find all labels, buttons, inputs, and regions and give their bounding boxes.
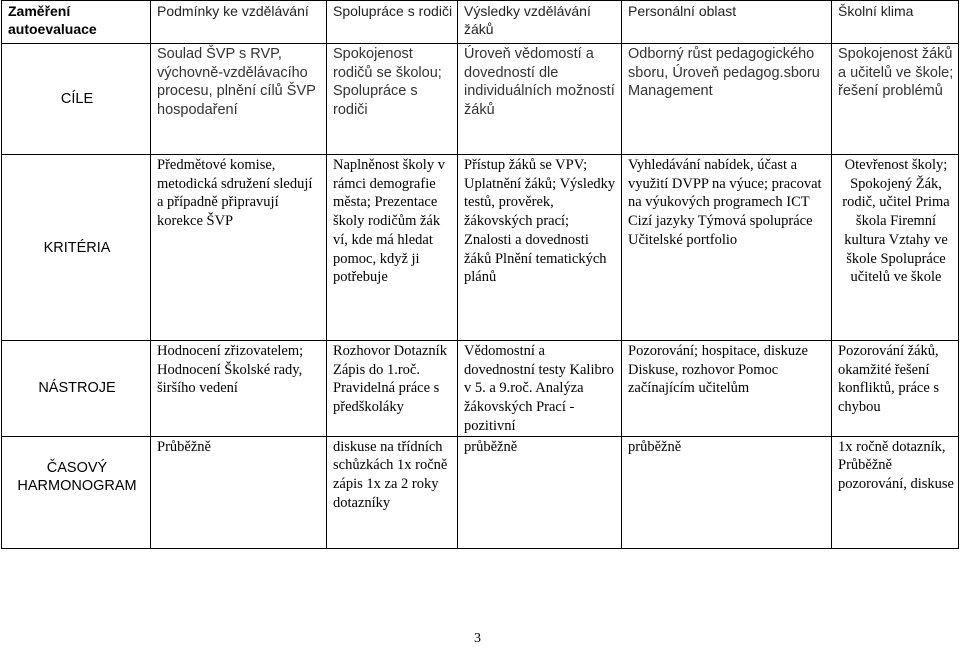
autoevaluation-table <box>1 0 959 549</box>
schedule-climate: 1x ročně dotazník, Průběžně pozorování, diskuse <box>832 436 959 548</box>
criteria-cooperation: Naplněnost školy v rámci demografie města; Prezentace školy rodičům žák ví, kde má hledat pomoc, když ji potřebuje <box>327 155 458 341</box>
criteria-results: Přístup žáků se VPV; Uplatnění žáků; Výsledky testů, prověrek, žákovských prací; Znalosti a dovednosti žáků Plnění tematických plánů <box>458 155 622 341</box>
tools-conditions: Hodnocení zřizovatelem; Hodnocení Školské rady, širšího vedení <box>151 341 327 437</box>
schedule-results: průběžně <box>458 436 622 548</box>
goals-conditions: Soulad ŠVP s RVP, výchovně-vzdělávacího procesu, plnění cílů ŠVP hospodaření <box>151 44 327 155</box>
schedule-cooperation: diskuse na třídních schůzkách 1x ročně zápis 1x za 2 roky dotazníky <box>327 436 458 548</box>
goals-personnel: Odborný růst pedagogického sboru, Úroveň pedagog.sboru Management <box>622 44 832 155</box>
goals-climate: Spokojenost žáků a učitelů ve škole; řešení problémů <box>832 44 959 155</box>
tools-results: Vědomostní a dovednostní testy Kalibro v 5. a 9.roč. Analýza žákovských Prací - pozitivní <box>458 341 622 437</box>
schedule-conditions: Průběžně <box>151 436 327 548</box>
header-row <box>2 1 959 44</box>
criteria-label: KRITÉRIA <box>2 155 151 341</box>
tools-cooperation: Rozhovor Dotazník Zápis do 1.roč. Pravidelná práce s předškoláky <box>327 341 458 437</box>
schedule-row <box>2 436 959 548</box>
criteria-row <box>2 155 959 341</box>
header-climate: Školní klima <box>832 1 959 44</box>
criteria-conditions: Předmětové komise, metodická sdružení sledují a případně připravují korekce ŠVP <box>151 155 327 341</box>
header-personnel: Personální oblast <box>622 1 832 44</box>
header-results: Výsledky vzdělávání žáků <box>458 1 622 44</box>
goals-cooperation: Spokojenost rodičů se školou; Spolupráce s rodiči <box>327 44 458 155</box>
page-number: 3 <box>474 631 481 646</box>
schedule-personnel: průběžně <box>622 436 832 548</box>
goals-row <box>2 44 959 155</box>
header-focus: Zaměření autoevaluace <box>2 1 151 44</box>
tools-personnel: Pozorování; hospitace, diskuze Diskuse, rozhovor Pomoc začínajícím učitelům <box>622 341 832 437</box>
tools-climate: Pozorování žáků, okamžité řešení konfliktů, práce s chybou <box>832 341 959 437</box>
header-cooperation: Spolupráce s rodiči <box>327 1 458 44</box>
schedule-label: ČASOVÝ HARMONOGRAM <box>2 436 151 548</box>
goals-results: Úroveň vědomostí a dovedností dle individuálních možností žáků <box>458 44 622 155</box>
goals-label: CÍLE <box>2 44 151 155</box>
criteria-climate: Otevřenost školy; Spokojený Žák, rodič, učitel Prima škola Firemní kultura Vztahy ve škole Spolupráce učitelů ve škole <box>832 155 959 341</box>
criteria-personnel: Vyhledávání nabídek, účast a využití DVPP na výuce; pracovat na výukových programech ICT Cizí jazyky Týmová spolupráce Učitelské portfolio <box>622 155 832 341</box>
header-conditions: Podmínky ke vzdělávání <box>151 1 327 44</box>
tools-row <box>2 341 959 437</box>
tools-label: NÁSTROJE <box>2 341 151 437</box>
